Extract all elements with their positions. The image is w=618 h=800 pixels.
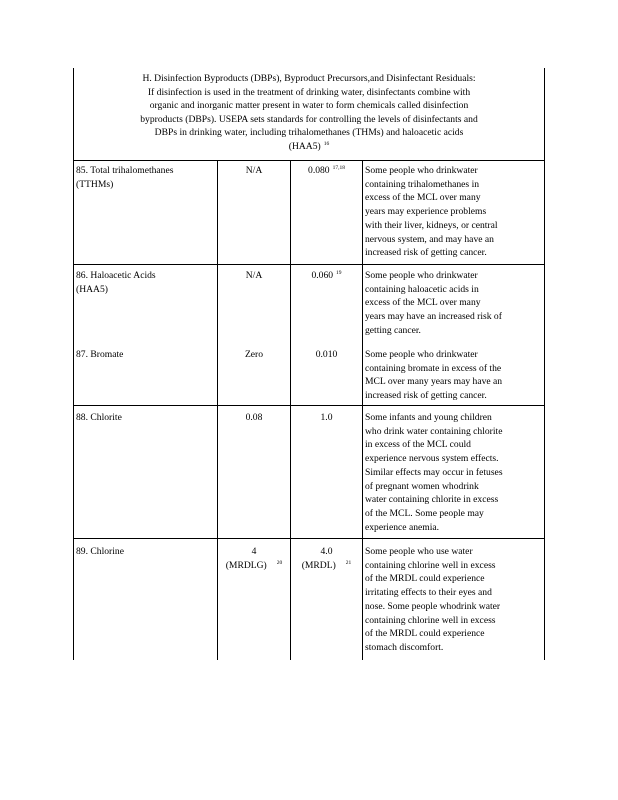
effects-line: excess of the MCL over many bbox=[365, 192, 481, 204]
effects-line: Some people who use water bbox=[365, 546, 473, 557]
mcl-value bbox=[291, 269, 362, 283]
effects-line: experience anemia. bbox=[365, 521, 440, 533]
mclg-text: Zero bbox=[244, 349, 264, 360]
effects-line: containing chlorine well in excess bbox=[365, 559, 496, 571]
contaminant-name bbox=[76, 411, 122, 425]
effects-line: getting cancer. bbox=[365, 324, 421, 336]
contaminant-name-line: 86. Haloacetic Acids bbox=[76, 270, 156, 281]
section-header-line: H. Disinfection Byproducts (DBPs), Byproduct Precursors,and Disinfectant Residuals: bbox=[142, 73, 476, 84]
effects-line: of the MRDL could experience bbox=[365, 573, 485, 585]
effects-line: stomach discomfort. bbox=[365, 641, 444, 653]
footnote-marker: 21 bbox=[345, 559, 352, 566]
contaminant-name-line: 85. Total trihalomethanes bbox=[76, 165, 174, 176]
contaminant-name bbox=[76, 164, 173, 191]
effects-line: with their liver, kidneys, or central bbox=[365, 219, 498, 231]
column-divider bbox=[217, 160, 218, 660]
effects-line: of the MCL. Some people may bbox=[365, 507, 484, 519]
mclg-value bbox=[218, 269, 290, 283]
row-divider bbox=[73, 405, 545, 406]
mclg-value bbox=[218, 411, 290, 425]
effects-line: of the MRDL could experience bbox=[365, 628, 485, 640]
section-header bbox=[74, 72, 544, 154]
row-divider bbox=[73, 160, 545, 161]
effects-line: increased risk of getting cancer. bbox=[365, 247, 487, 259]
row-divider bbox=[73, 538, 545, 539]
mclg-value bbox=[218, 164, 290, 178]
effects-line: Similar effects may occur in fetuses bbox=[365, 466, 503, 478]
effects-line: in excess of the MCL could bbox=[365, 439, 471, 451]
mcl-value bbox=[291, 348, 362, 362]
mclg-value bbox=[218, 545, 290, 572]
section-header-line: If disinfection is used in the treatment of drinking water, disinfectants combine with bbox=[147, 86, 471, 98]
health-effects bbox=[365, 348, 541, 403]
effects-line: Some infants and young children bbox=[365, 412, 492, 423]
row-divider bbox=[73, 264, 545, 265]
mcl-text: 0.060 bbox=[311, 270, 334, 281]
contaminant-name-line: 87. Bromate bbox=[76, 349, 124, 360]
health-effects bbox=[365, 411, 541, 534]
mclg-label-line bbox=[218, 559, 290, 573]
effects-line: who drink water containing chlorite bbox=[365, 425, 503, 437]
mcl-label-line bbox=[291, 559, 362, 573]
table-left-border bbox=[73, 68, 74, 660]
mclg-text: 0.08 bbox=[245, 412, 263, 423]
mcl-text: 0.080 bbox=[308, 165, 330, 176]
health-effects bbox=[365, 269, 541, 338]
effects-line: nervous system, and may have an bbox=[365, 233, 494, 245]
effects-line: Some people who drinkwater bbox=[365, 349, 478, 360]
footnote-marker: 19 bbox=[336, 270, 342, 276]
effects-line: excess of the MCL over many bbox=[365, 297, 481, 309]
contaminant-name bbox=[76, 348, 123, 362]
mcl-text: 1.0 bbox=[320, 412, 333, 423]
health-effects bbox=[365, 164, 541, 260]
mcl-text: 4.0 bbox=[320, 546, 333, 557]
effects-line: containing chlorine well in excess bbox=[365, 614, 496, 626]
effects-line: MCL over many years may have an bbox=[365, 376, 503, 388]
effects-line: water containing chlorite in excess bbox=[365, 494, 499, 506]
mcl-label: (MRDL) bbox=[301, 559, 336, 571]
contaminant-name-line: 88. Chlorite bbox=[76, 412, 122, 423]
effects-line: of pregnant women whodrink bbox=[365, 480, 479, 492]
effects-line: irritating effects to their eyes and bbox=[365, 587, 492, 599]
column-divider bbox=[290, 160, 291, 660]
footnote-marker: 16 bbox=[323, 140, 330, 147]
mcl-value bbox=[291, 164, 362, 178]
mcl-value bbox=[291, 411, 362, 425]
contaminant-name bbox=[76, 269, 156, 296]
effects-line: increased risk of getting cancer. bbox=[365, 390, 487, 402]
mclg-label: (MRDLG) bbox=[225, 559, 267, 571]
contaminant-name-line: (TTHMs) bbox=[76, 178, 114, 190]
effects-line: containing haloacetic acids in bbox=[365, 283, 479, 295]
effects-line: Some people who drinkwater bbox=[365, 165, 478, 176]
mcl-text: 0.010 bbox=[315, 349, 338, 360]
mclg-text: N/A bbox=[245, 165, 263, 176]
effects-line: containing trihalomethanes in bbox=[365, 178, 480, 190]
contaminant-name-line: (HAA5) bbox=[76, 283, 108, 295]
effects-line: years may have an increased risk of bbox=[365, 311, 502, 323]
mclg-text: N/A bbox=[245, 270, 263, 281]
effects-line: experience nervous system effects. bbox=[365, 453, 499, 465]
footnote-marker: 17,18 bbox=[332, 165, 345, 171]
section-header-line: byproducts (DBPs). USEPA sets standards for controlling the levels of disinfectants and bbox=[140, 113, 478, 125]
section-header-last-text: (HAA5) bbox=[288, 140, 321, 152]
section-header-line: DBPs in drinking water, including trihalomethanes (THMs) and haloacetic acids bbox=[154, 127, 464, 139]
section-header-line: organic and inorganic matter present in water to form chemicals called disinfection bbox=[149, 100, 469, 112]
table-right-border bbox=[544, 68, 545, 660]
effects-line: nose. Some people whodrink water bbox=[365, 600, 501, 612]
health-effects bbox=[365, 545, 541, 655]
effects-line: Some people who drinkwater bbox=[365, 270, 478, 281]
effects-line: years may experience problems bbox=[365, 206, 487, 218]
mcl-value bbox=[291, 545, 362, 572]
contaminant-name-line: 89. Chlorine bbox=[76, 546, 124, 557]
mclg-value bbox=[218, 348, 290, 362]
contaminant-name bbox=[76, 545, 124, 559]
effects-line: containing bromate in excess of the bbox=[365, 362, 502, 374]
column-divider bbox=[362, 160, 363, 660]
section-header-line bbox=[74, 140, 544, 154]
mclg-text: 4 bbox=[251, 546, 257, 557]
footnote-marker: 20 bbox=[276, 559, 283, 566]
